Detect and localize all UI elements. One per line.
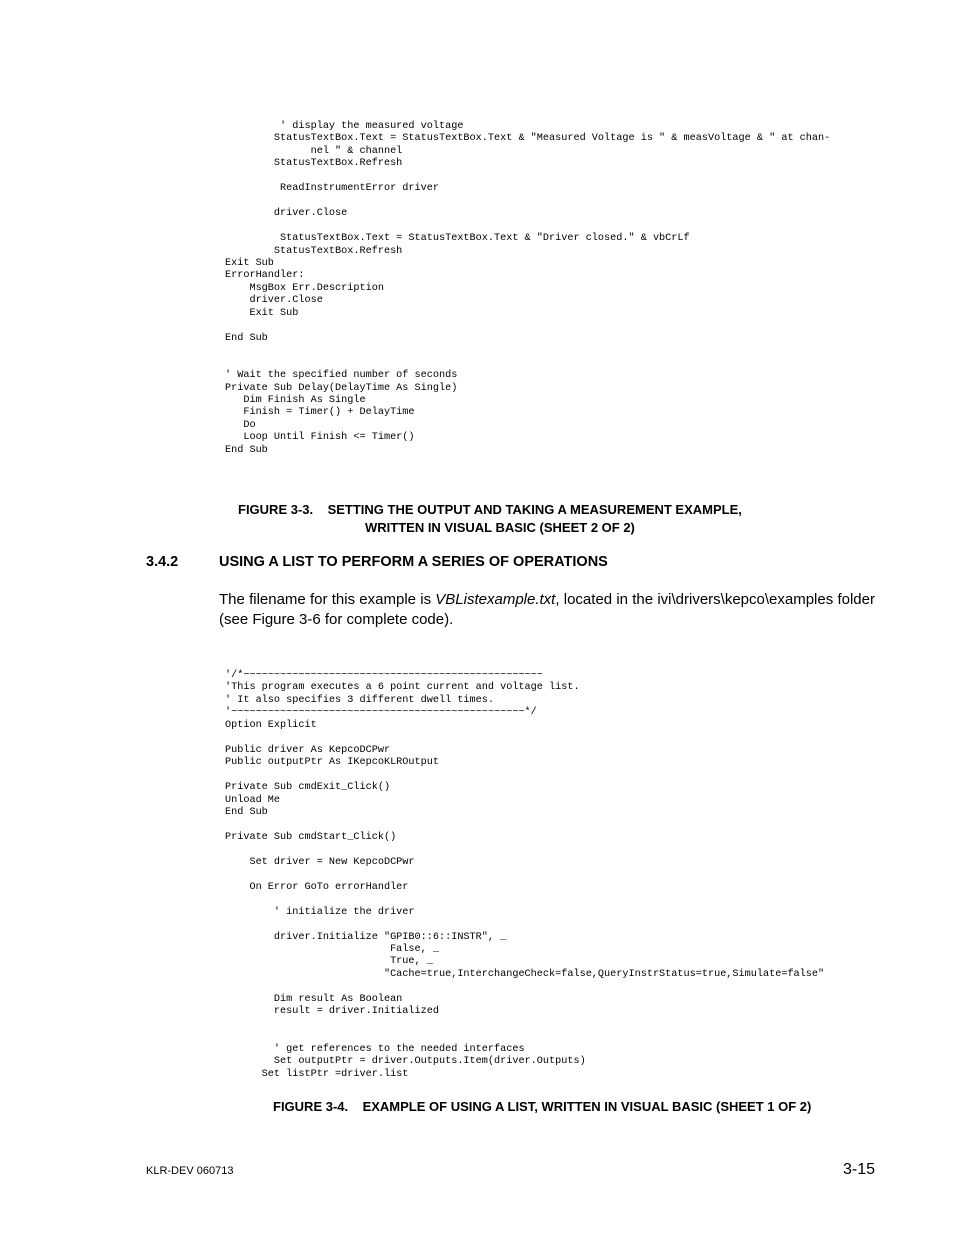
body-paragraph [219,590,875,629]
figure-3-4-caption: FIGURE 3-4. EXAMPLE OF USING A LIST, WRITTEN IN VISUAL BASIC (SHEET 1 OF 2) [273,1099,812,1114]
paragraph-text-after: , located in the ivi\drivers\kepco\examples folder (see Figure 3-6 for complete code). [219,591,875,628]
footer-document-id: KLR-DEV 060713 [146,1165,234,1177]
footer-page-number: 3-15 [842,1161,875,1178]
code-listing-visual-basic-sheet-1: '/*~~~~~~~~~~~~~~~~~~~~~~~~~~~~~~~~~~~~~~~~~~~~~~~~~ 'This program executes a 6 point current and voltage list. ' It also specifies 3 different dwell times. '~~~~~~~~~~~~~~~~~~~~~~~~~~~~~~~~~~~~~~~~~~~~~~~~*/ Option Explicit Public driver As KepcoDCPwr Public outputPtr As IKepcoKLROutput Private Sub cmdExit_Click() Unload Me End Sub Private Sub cmdStart_Click() Set driver = New KepcoDCPwr On Error GoTo errorHandler ' initialize the driver driver.Initialize "GPIB0::6::INSTR", _ False, _ True, _ "Cache=true,InterchangeCheck=false,QueryInstrStatus=true,Simulate=false" Dim result As Boolean result = driver.Initialized ' get references to the needed interfaces Set outputPtr = driver.Outputs.Item(driver.Outputs) Set listPtr =driver.list [225,670,825,1080]
figure-3-3-caption-line-1: FIGURE 3-3. SETTING THE OUTPUT AND TAKING A MEASUREMENT EXAMPLE, [238,502,742,517]
section-number: 3.4.2 [146,554,179,570]
paragraph-text-before: The filename for this example is [219,591,436,608]
figure-3-3-caption-line-2: WRITTEN IN VISUAL BASIC (SHEET 2 OF 2) [365,520,635,535]
section-title: USING A LIST TO PERFORM A SERIES OF OPERATIONS [219,554,608,570]
example-filename: VBListexample.txt [435,591,556,608]
code-listing-visual-basic-sheet-2: ' display the measured voltage StatusTextBox.Text = StatusTextBox.Text & "Measured Voltage is " & measVoltage & " at chan- nel " & channel StatusTextBox.Refresh ReadInstrumentError driver driver.Close StatusTextBox.Text = StatusTextBox.Text & "Driver closed." & vbCrLf StatusTextBox.Refresh Exit Sub ErrorHandler: MsgBox Err.Description driver.Close Exit Sub End Sub ' Wait the specified number of seconds Private Sub Delay(DelayTime As Single) Dim Finish As Single Finish = Timer() + DelayTime Do Loop Until Finish <= Timer() End Sub [225,121,831,456]
